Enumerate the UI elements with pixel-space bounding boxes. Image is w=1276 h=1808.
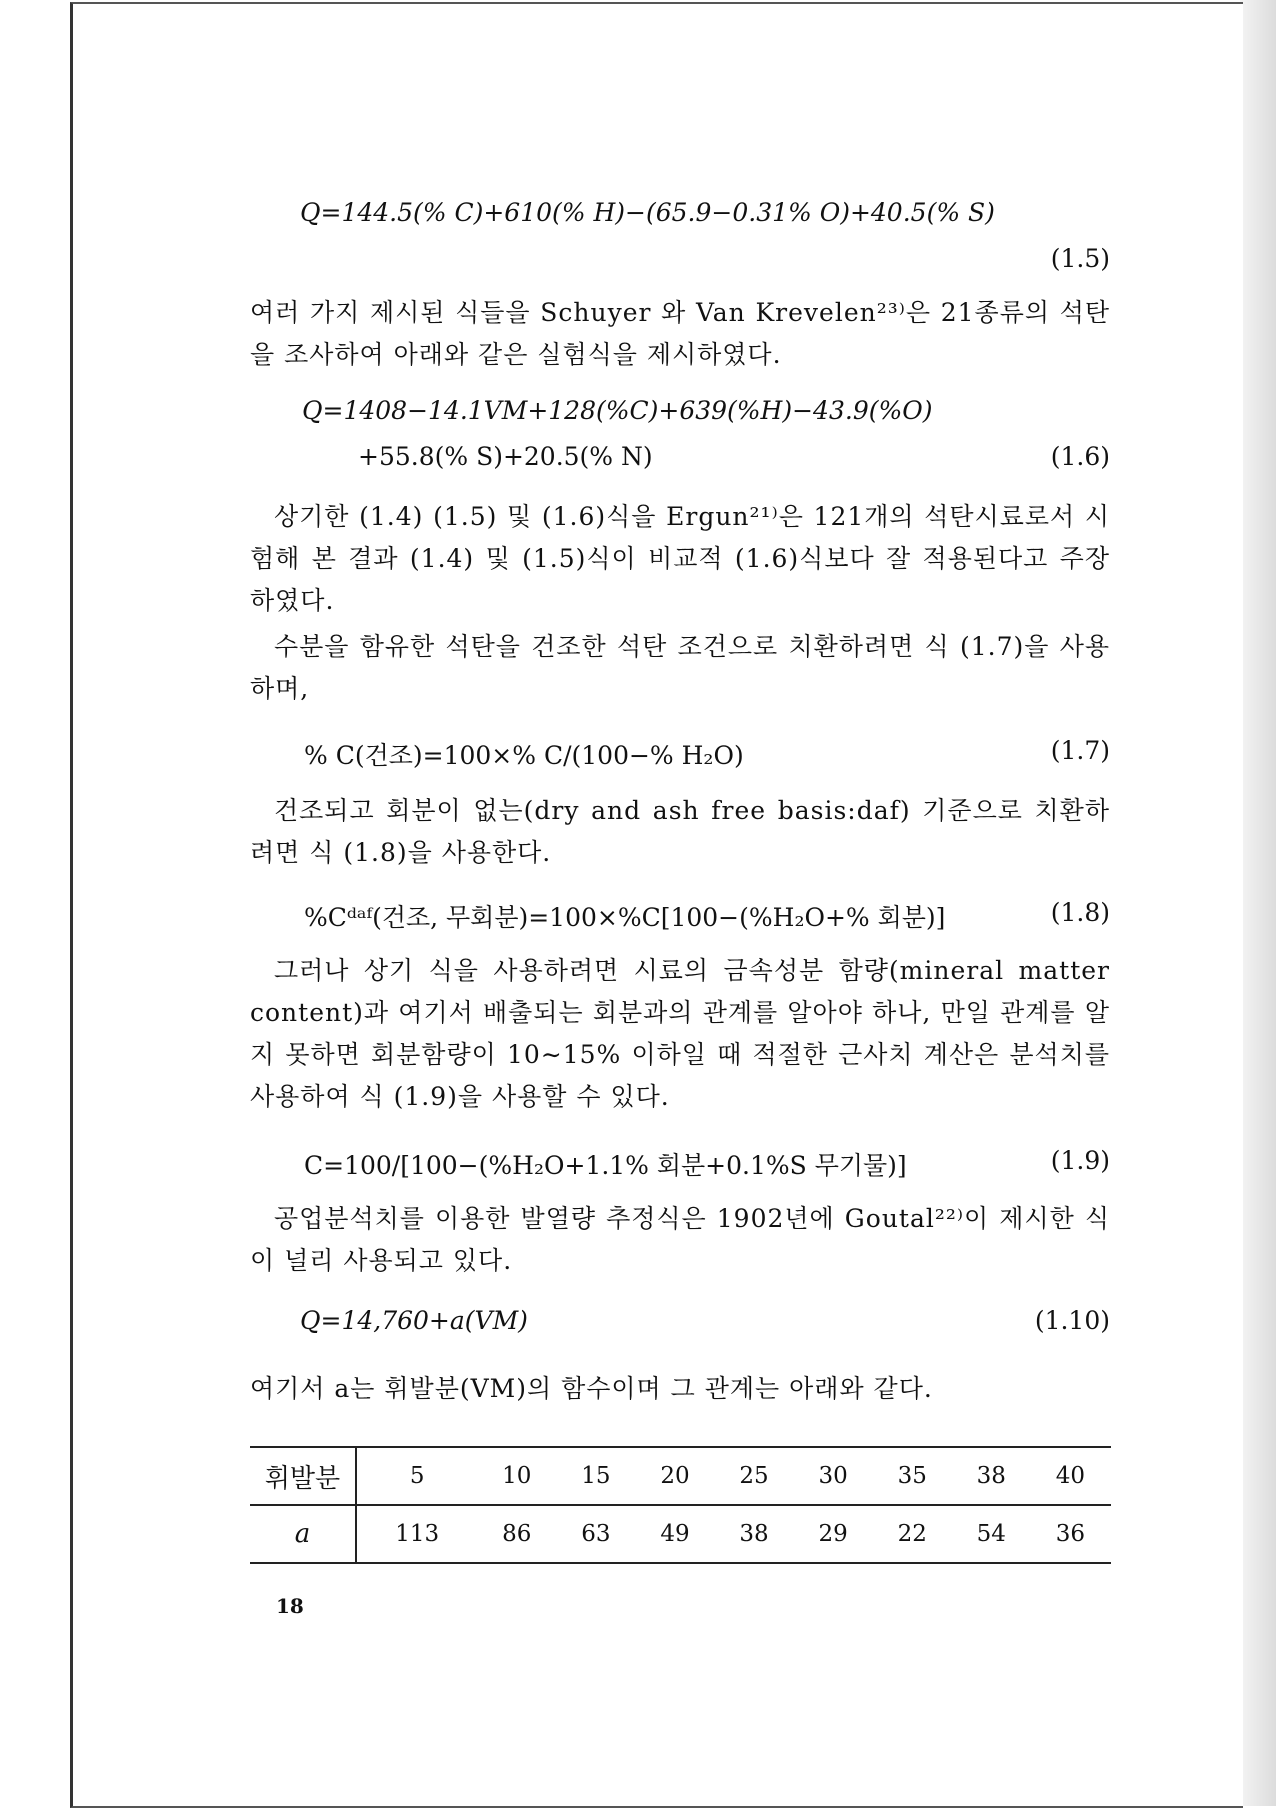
equation-text: Q=14,760+a(VM) <box>300 1306 528 1335</box>
table-cell: 38 <box>715 1505 794 1563</box>
table-cell: 15 <box>556 1447 635 1505</box>
paragraph: 여러 가지 제시된 식들을 Schuyer 와 Van Krevelen²³⁾은 21종류의 석탄을 조사하여 아래와 같은 실험식을 제시하였다. <box>250 292 1110 376</box>
table-header-cell: 휘발분 <box>250 1447 356 1505</box>
page-number: 18 <box>276 1594 304 1618</box>
table-cell: 63 <box>556 1505 635 1563</box>
equation-text: Q=1408−14.1VM+128(%C)+639(%H)−43.9(%O) <box>302 396 932 425</box>
table-cell: 38 <box>952 1447 1031 1505</box>
paragraph: 그러나 상기 식을 사용하려면 시료의 금속성분 함량(mineral matter content)과 여기서 배출되는 회분과의 관계를 알아야 하나, 만일 관계를 알지 못하면 회분함량이 10∼15% 이하일 때 적절한 근사치 계산은 분석치를 사용하여 식 (1.9)을 사용할 수 있다. <box>250 950 1110 1118</box>
paragraph: 상기한 (1.4) (1.5) 및 (1.6)식을 Ergun²¹⁾은 121개의 석탄시료로서 시험해 본 결과 (1.4) 및 (1.5)식이 비교적 (1.6)식보다 잘 적용된다고 주장하였다. <box>250 496 1110 622</box>
paragraph: 공업분석치를 이용한 발열량 추정식은 1902년에 Goutal²²⁾이 제시한 식이 널리 사용되고 있다. <box>250 1198 1110 1282</box>
table-row <box>250 1447 1110 1505</box>
equation-text: Q=144.5(% C)+610(% H)−(65.9−0.31% O)+40.5(% S) <box>300 198 995 227</box>
table-cell: 29 <box>794 1505 873 1563</box>
table-cell: 113 <box>356 1505 477 1563</box>
table-cell: 54 <box>952 1505 1031 1563</box>
table-cell: 30 <box>794 1447 873 1505</box>
table-cell: 25 <box>715 1447 794 1505</box>
paragraph: 수분을 함유한 석탄을 건조한 석탄 조건으로 치환하려면 식 (1.7)을 사용하며, <box>250 626 1110 710</box>
table-cell: 49 <box>635 1505 714 1563</box>
equation-number-1-8: (1.8) <box>1051 898 1110 927</box>
equation-1-6-line1 <box>302 396 932 425</box>
table-cell: 22 <box>873 1505 952 1563</box>
equation-text: +55.8(% S)+20.5(% N) <box>358 442 653 471</box>
equation-number-1-5: (1.5) <box>1051 244 1110 273</box>
paragraph: 여기서 a는 휘발분(VM)의 함수이며 그 관계는 아래와 같다. <box>250 1368 1110 1410</box>
table-cell: 36 <box>1031 1505 1110 1563</box>
table-row <box>250 1505 1110 1563</box>
page-edge-shadow <box>1240 0 1276 1806</box>
equation-number-1-6: (1.6) <box>1051 442 1110 471</box>
table-cell: 20 <box>635 1447 714 1505</box>
paragraph: 건조되고 회분이 없는(dry and ash free basis:daf) 기준으로 치환하려면 식 (1.8)을 사용한다. <box>250 790 1110 874</box>
table-cell: 40 <box>1031 1447 1110 1505</box>
equation-1-5 <box>300 198 1110 227</box>
table-header-cell: a <box>250 1505 356 1563</box>
equation-text: % C(건조)=100×% C/(100−% H₂O) <box>304 736 744 772</box>
equation-number-1-7: (1.7) <box>1051 736 1110 765</box>
equation-number-1-10: (1.10) <box>1035 1306 1110 1335</box>
volatile-matter-table <box>250 1446 1110 1564</box>
table-cell: 35 <box>873 1447 952 1505</box>
equation-number-1-9: (1.9) <box>1051 1146 1110 1175</box>
table-cell: 10 <box>477 1447 556 1505</box>
equation-text: %Cᵈᵃᶠ(건조, 무회분)=100×%C[100−(%H₂O+% 회분)] <box>304 898 945 934</box>
equation-text: C=100/[100−(%H₂O+1.1% 회분+0.1%S 무기물)] <box>304 1146 907 1182</box>
table-cell: 86 <box>477 1505 556 1563</box>
table-cell: 5 <box>356 1447 477 1505</box>
